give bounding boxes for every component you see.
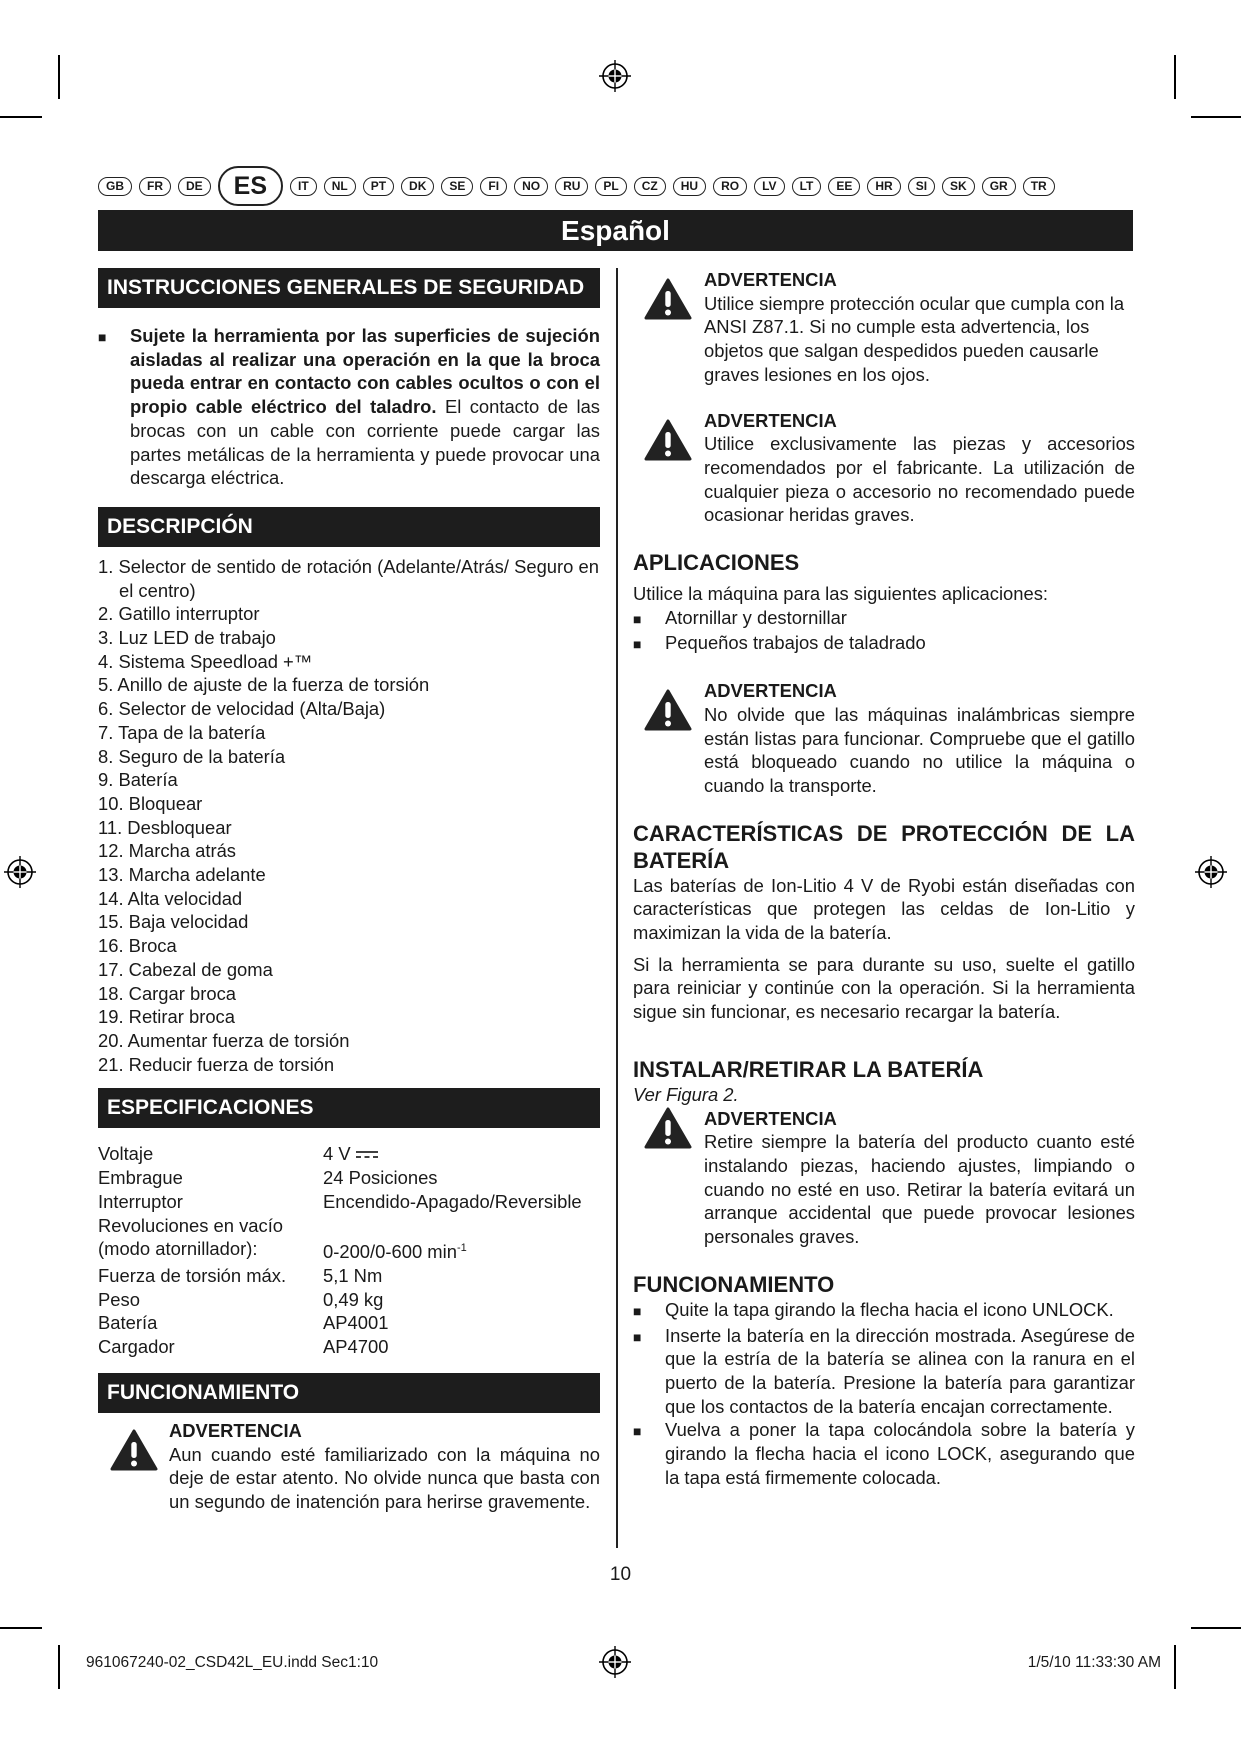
spec-label: Voltaje — [98, 1143, 154, 1165]
list-item: 20. Aumentar fuerza de torsión — [98, 1029, 350, 1051]
warning-block — [98, 1419, 600, 1514]
table-row — [98, 1288, 582, 1312]
warning-block — [633, 409, 1135, 528]
warning-triangle-icon — [633, 268, 704, 387]
list-item: 6. Selector de velocidad (Alta/Baja) — [98, 698, 386, 720]
list-item: 8. Seguro de la batería — [98, 745, 286, 767]
list-item: 18. Cargar broca — [98, 982, 237, 1004]
list-item: ■ Inserte la batería en la dirección mostrada. Asegúrese de que la estría de la batería se alinea con la ranura en el puerto de la batería. Presione la batería para garantizar que los contactos de la batería encajan correctamente. — [633, 1324, 1135, 1417]
list-item: 2. Gatillo interruptor — [98, 603, 260, 625]
table-row — [98, 1237, 582, 1264]
paragraph: Si la herramienta se para durante su uso, suelte el gatillo para reiniciar y continúe con la operación. Si la herramienta sigue sin funcionar, es necesario recargar la batería. — [633, 953, 1135, 1023]
list-item: 14. Alta velocidad — [98, 887, 243, 909]
language-tab[interactable]: SE — [441, 177, 473, 196]
table-row — [98, 1214, 582, 1238]
safety-bullet — [98, 324, 600, 490]
language-tab[interactable]: DE — [178, 177, 211, 196]
warning-title: ADVERTENCIA — [704, 1107, 837, 1129]
bullet-square-icon: ■ — [633, 610, 642, 627]
warning-text: Utilice exclusivamente las piezas y accesorios recomendados por el fabricante. La utilización de cualquier pieza o accesorio no recomendado puede ocasionar heridas graves. — [704, 433, 1135, 526]
language-tab[interactable]: NL — [324, 177, 356, 196]
language-tab[interactable]: LT — [792, 177, 822, 196]
warning-title: ADVERTENCIA — [704, 409, 837, 431]
warning-title: ADVERTENCIA — [169, 1419, 302, 1441]
rpm-superscript: -1 — [456, 1242, 467, 1255]
language-tab[interactable]: GR — [982, 177, 1016, 196]
warning-text: Aun cuando esté familiarizado con la máquina no deje de estar atento. No olvide nunca que basta con un segundo de inatención para herirse gravemente. — [169, 1443, 600, 1512]
section-heading-description: DESCRIPCIÓN — [98, 507, 600, 547]
spec-value: 24 Posiciones — [323, 1167, 438, 1189]
registration-mark-icon — [597, 58, 633, 94]
list-item: 12. Marcha atrás — [98, 840, 236, 862]
list-item: ■ Quite la tapa girando la flecha hacia el icono UNLOCK. — [633, 1298, 1135, 1324]
list-item: ■ Vuelva a poner la tapa colocándola sobre la batería y girando la flecha hacia el icono LOCK, asegurando que la tapa está firmemente colocada. — [633, 1419, 1135, 1488]
safety-text: El contacto de las brocas con un cable con corriente puede cargar las partes metálicas de la herramienta y puede provocar una descarga eléctrica. — [130, 396, 601, 489]
list-item: 4. Sistema Speedload +™ — [98, 650, 313, 672]
spec-value: 5,1 Nm — [323, 1265, 383, 1287]
language-tab-active[interactable]: ES — [218, 166, 283, 206]
list-item: 19. Retirar broca — [98, 1006, 235, 1028]
warning-text: Utilice siempre protección ocular que cumpla con la ANSI Z87.1. Si no cumple esta advertencia, los objetos que salgan despedidos pueden causarle graves lesiones en los ojos. — [704, 292, 1125, 385]
spec-value: Encendido-Apagado/Reversible — [323, 1190, 582, 1212]
list-item: 17. Cabezal de goma — [98, 958, 273, 980]
warning-title: ADVERTENCIA — [704, 269, 837, 290]
spec-value: 4 V — [323, 1142, 582, 1166]
list-item: 10. Bloquear — [98, 792, 203, 814]
list-item: 21. Reducir fuerza de torsión — [98, 1053, 335, 1075]
crop-mark — [58, 55, 60, 99]
footer-file-info: 961067240-02_CSD42L_EU.indd Sec1:10 — [86, 1654, 379, 1671]
crop-mark — [0, 1627, 42, 1629]
figure-reference: Ver Figura 2. — [633, 1083, 739, 1105]
language-tab[interactable]: CZ — [634, 177, 666, 196]
list-item: 16. Broca — [98, 935, 177, 957]
language-tab[interactable]: LV — [754, 177, 784, 196]
registration-mark-icon — [597, 1644, 633, 1680]
list-item: 13. Marcha adelante — [98, 864, 266, 886]
warning-text: No olvide que las máquinas inalámbricas siempre están listas para funcionar. Compruebe que el gatillo está bloqueado cuando no utilice la máquina o cuando la transporte. — [704, 703, 1135, 796]
language-tab[interactable]: EE — [828, 177, 860, 196]
warning-triangle-icon — [633, 1107, 704, 1249]
language-tab[interactable]: SI — [908, 177, 935, 196]
direct-current-icon — [356, 1150, 378, 1160]
applications-intro: Utilice la máquina para las siguientes aplicaciones: — [633, 583, 1049, 605]
spec-label: Peso — [98, 1288, 140, 1310]
crop-mark — [1174, 1645, 1176, 1689]
list-item: 3. Luz LED de trabajo — [98, 627, 276, 649]
section-heading-applications: APLICACIONES — [633, 550, 800, 576]
table-row — [98, 1264, 582, 1288]
column-divider — [616, 268, 618, 1548]
language-tab[interactable]: NO — [514, 177, 548, 196]
warning-text: Retire siempre la batería del producto cuanto esté instalando piezas, haciendo ajustes, limpiando o cuando no esté en uso. Retirar la batería evitará un arranque accidental que puede provocar lesiones personales graves. — [704, 1131, 1135, 1248]
bullet-square-icon: ■ — [633, 1328, 642, 1345]
spec-label: Batería — [98, 1312, 158, 1334]
bullet-square-icon: ■ — [98, 329, 107, 345]
spec-value: AP4700 — [323, 1336, 389, 1358]
list-item: 11. Desbloquear — [98, 816, 232, 838]
list-item: 15. Baja velocidad — [98, 911, 249, 933]
table-row — [98, 1190, 582, 1214]
page-title: Español — [98, 210, 1133, 251]
warning-block — [633, 1107, 1135, 1249]
language-tab[interactable]: FR — [139, 177, 171, 196]
language-tab[interactable]: TR — [1023, 177, 1055, 196]
spec-label: Interruptor — [98, 1190, 183, 1212]
crop-mark — [58, 1645, 60, 1689]
spec-label: Cargador — [98, 1336, 175, 1358]
language-tab[interactable]: HR — [867, 177, 900, 196]
warning-title: ADVERTENCIA — [704, 680, 837, 702]
language-tab[interactable]: RO — [713, 177, 747, 196]
table-row — [98, 1166, 582, 1190]
section-heading-safety: INSTRUCCIONES GENERALES DE SEGURIDAD — [98, 268, 600, 308]
list-item: ■ Pequeños trabajos de taladrado — [633, 631, 1135, 657]
language-tab[interactable]: IT — [290, 177, 317, 196]
warning-triangle-icon — [98, 1419, 169, 1514]
list-item: 9. Batería — [98, 769, 178, 791]
language-tab[interactable]: PT — [363, 177, 394, 196]
crop-mark — [1191, 1627, 1241, 1629]
section-heading-install: INSTALAR/RETIRAR LA BATERÍA — [633, 1056, 984, 1082]
warning-block — [633, 268, 1135, 387]
warning-triangle-icon — [633, 679, 704, 798]
section-heading-battery-protection: CARACTERÍSTICAS DE PROTECCIÓN DE LA BATERÍA — [633, 820, 1135, 873]
language-selector — [98, 166, 1138, 206]
spec-value: 0-200/0-600 $\min^{-1}$ — [323, 1241, 467, 1263]
section-heading-operation: FUNCIONAMIENTO — [98, 1373, 600, 1413]
spec-label: Embrague — [98, 1167, 183, 1189]
registration-mark-icon — [1193, 854, 1229, 890]
spec-label: (modo atornillador): — [98, 1238, 258, 1260]
spec-label: Fuerza de torsión máx. — [98, 1265, 287, 1287]
list-item: 5. Anillo de ajuste de la fuerza de torsión — [98, 674, 430, 696]
registration-mark-icon — [2, 854, 38, 890]
spec-label: Revoluciones en vacío — [98, 1214, 284, 1236]
crop-mark — [0, 116, 42, 118]
list-item: ■ Atornillar y destornillar — [633, 606, 1135, 632]
left-column — [98, 268, 600, 1514]
crop-mark — [1191, 116, 1241, 118]
paragraph: Las baterías de Ion-Litio 4 V de Ryobi están diseñadas con características que protegen las celdas de Ion-Litio y maximizan la vida de la batería. — [633, 874, 1135, 944]
table-row — [98, 1335, 582, 1359]
crop-mark — [1174, 55, 1176, 99]
right-column — [633, 268, 1135, 1489]
safety-bold-text: Sujete la herramienta por las superficies de sujeción aisladas al realizar una operación en la que la broca pueda entrar en contacto con cables ocultos o con el propio cable eléctrico del taladro. — [130, 325, 600, 418]
language-tab[interactable]: RU — [555, 177, 588, 196]
spec-value: AP4001 — [323, 1312, 389, 1334]
table-row — [98, 1142, 582, 1166]
list-item: 7. Tapa de la batería — [98, 721, 266, 743]
language-tab[interactable]: SK — [942, 177, 975, 196]
warning-triangle-icon — [633, 409, 704, 528]
footer-timestamp: 1/5/10 11:33:30 AM — [1027, 1654, 1161, 1671]
language-tab[interactable]: HU — [673, 177, 706, 196]
bullet-square-icon: ■ — [633, 1423, 642, 1440]
section-heading-operation: FUNCIONAMIENTO — [633, 1271, 835, 1297]
specs-table — [98, 1142, 582, 1358]
language-tab[interactable]: GB — [98, 177, 132, 196]
page-number: 10 — [609, 1564, 632, 1585]
section-heading-specs: ESPECIFICACIONES — [98, 1088, 600, 1128]
bullet-square-icon: ■ — [633, 1302, 642, 1319]
language-tab[interactable]: PL — [595, 177, 626, 196]
table-row — [98, 1311, 582, 1335]
spec-value — [323, 1214, 582, 1238]
spec-value: 0,49 kg — [323, 1288, 384, 1310]
language-tab[interactable]: DK — [401, 177, 434, 196]
warning-block — [633, 679, 1135, 798]
list-item: 1. Selector de sentido de rotación (Adelante/Atrás/ Seguro en el centro) — [98, 555, 599, 601]
language-tab[interactable]: FI — [480, 177, 507, 196]
description-list — [98, 555, 600, 1076]
bullet-square-icon: ■ — [633, 636, 642, 653]
